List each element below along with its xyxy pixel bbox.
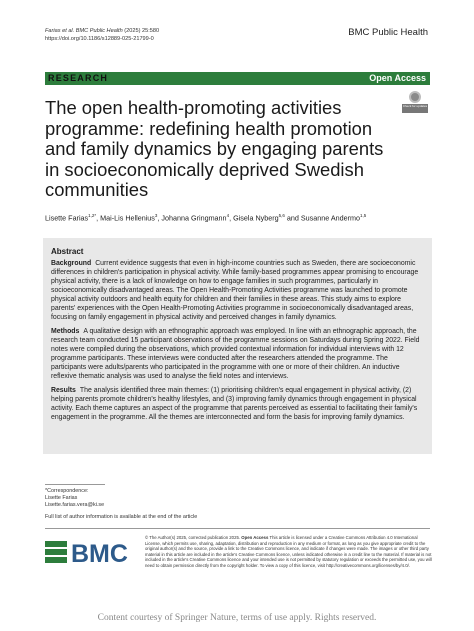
section-text: The analysis identified three main themes: (1) prioritising children's equal engagement in physical activity, (2) helping parents promote children's healthy lifestyles, and (3) improving family dynamics through engagement in physical activity. Each theme captures an aspect of the programme that parents perceived as essential to facilitating their family's engagement in the programme. All the themes are interconnected and form the basis for improving family dynamics. [51, 387, 418, 421]
abstract-methods [51, 327, 424, 381]
check-for-updates-icon [409, 91, 421, 103]
footer-divider [45, 528, 430, 529]
correspondence-label: *Correspondence: [45, 488, 89, 494]
citation-line [45, 27, 167, 35]
author-info-note: Full list of author information is available at the end of the article [45, 514, 198, 520]
author-conjunction: and [286, 213, 299, 223]
logo-bar-middle [45, 549, 67, 555]
logo-bar-top [45, 541, 67, 547]
license-prefix: © The Author(s) 2025, corrected publication 2025. [145, 535, 241, 540]
correspondence-block [45, 488, 104, 509]
article-title: The open health-promoting activities programme: redefining health promotion and family dynamics by engaging parents in socioeconomically deprived Swedish communities [45, 97, 384, 200]
footnote-divider [45, 484, 105, 485]
section-text: A qualitative design with an ethnographic approach was employed. In line with an ethnographic approach, the research team conducted 15 participant observations of the programme sessions on Saturdays during Spring 2022. Field notes were compiled during the observations, which provided contextual information for individual interviews with 12 programme participants. These interviews were conducted after the researchers attended the programme. The participants were adults/parents who participated in the programme with one or more of their children. An inductive reflexive thematic analysis was used to analyse the field notes and interviews. [51, 328, 420, 380]
abstract-results [51, 386, 424, 422]
section-label: Methods [51, 328, 80, 335]
doi-link[interactable]: https://doi.org/10.1186/s12889-025-21799-0 [45, 36, 154, 42]
bmc-logo [45, 536, 135, 566]
author-name[interactable]: Susanne Andermo [300, 213, 361, 223]
abstract-background [51, 259, 424, 322]
author-affiliation: 4 [226, 213, 230, 218]
author-affiliation: 1,5 [360, 213, 367, 218]
author-name[interactable]: Gisela Nyberg [233, 213, 279, 223]
author-affiliation: 1,2* [88, 213, 97, 218]
abstract-heading: Abstract [51, 247, 84, 256]
correspondence-email[interactable]: Lisette.farias.vera@ki.se [45, 502, 105, 508]
check-for-updates-badge[interactable] [402, 91, 428, 115]
license-body: This article is licensed under a Creative Commons Attribution 4.0 International License, which permits use, sharing, adaptation, distribution and reproduction in any medium or format, as long as you give appropriate credit to the original author(s) and the source, provide a link to the Creative Commons licence, and indicate if changes were made. The images or other third party material in this article are included in the article's Creative Commons licence, unless indicated otherwise in a credit line to the material. If material is not included in the article's Creative Commons licence and your intended use is not permitted by statutory regulation or exceeds the permitted use, you will need to obtain permission directly from the copyright holder. To view a copy of this licence, visit http://creativecommons.org/licenses/by/4.0/. [145, 535, 432, 568]
header-year-issue: (2025) 25:580 [124, 28, 160, 34]
author-name[interactable]: Mai-Lis Hellenius [100, 213, 155, 223]
section-label: Results [51, 387, 76, 394]
author-list: Lisette Farias$^{1,2*}$, Mai-Lis Hellenius$^3$, Johanna Gringmann$^4$, Gisela Nyberg$^{5,6}$ and Susanne Andermo$^{1,5}$ [45, 213, 367, 223]
correspondence-name: Lisette Farias [45, 495, 78, 501]
open-access-label: Open Access [369, 73, 426, 83]
header-authors: Farias et al. BMC Public Health [45, 28, 123, 34]
author-name[interactable]: Lisette Farias [45, 213, 89, 223]
logo-bar-bottom [45, 557, 67, 563]
article-type-banner [45, 72, 430, 85]
author-affiliation: 5,6 [278, 213, 285, 218]
journal-name: BMC Public Health [348, 27, 428, 38]
license-open-access: Open Access [241, 535, 269, 540]
section-text: Current evidence suggests that even in high-income countries such as Sweden, there are socioeconomic differences in children's participation in physical activity. While family-based programmes appear promising to encourage physical activity, there is a lack of knowledge on how to engage families in such programmes, particularly in socioeconomically disadvantaged areas. The Open Health-Promoting Activities programme was launched to promote physical activity outdoors and health equity for children and their families in these areas. This study aims to explore parents' experiences with the Open Health-Promoting Activities programme in socioeconomically disadvantaged areas, focusing on family engagement in physical activity and perceived changes in family dynamics. [51, 260, 419, 321]
credit-watermark: Content courtesy of Springer Nature, terms of use apply. Rights reserved. [97, 613, 377, 623]
license-text [145, 535, 433, 569]
author-affiliation: 3 [154, 213, 158, 218]
author-name[interactable]: Johanna Gringmann [161, 213, 227, 223]
running-header [45, 27, 167, 43]
logo-text: BMC [71, 540, 128, 566]
section-label: Background [51, 260, 92, 267]
check-for-updates-text: Check for updates [402, 104, 428, 113]
abstract-box [43, 238, 432, 454]
article-type-label: RESEARCH [48, 73, 109, 83]
